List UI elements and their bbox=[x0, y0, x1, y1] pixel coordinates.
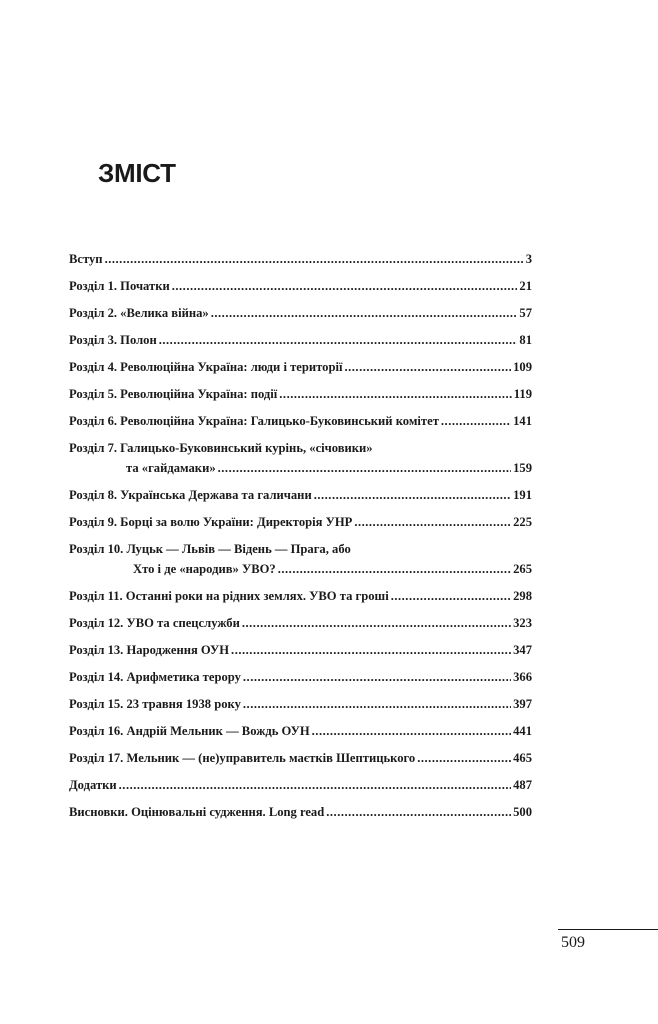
toc-entry-page: 441 bbox=[513, 724, 532, 738]
leader-dots bbox=[119, 777, 511, 793]
leader-dots bbox=[105, 251, 524, 267]
toc-entry-label: Розділ 10. Луцьк — Львів — Відень — Прага, або bbox=[69, 542, 351, 556]
toc-entry-chapter-17[interactable] bbox=[69, 750, 532, 777]
toc-entry-chapter-4[interactable] bbox=[69, 359, 532, 386]
toc-entry-label: Розділ 16. Андрій Мельник — Вождь ОУН bbox=[69, 724, 310, 738]
toc-entry-label: Розділ 11. Останні роки на рідних землях. УВО та гроші bbox=[69, 589, 389, 603]
toc-entry-label: Розділ 6. Революційна Україна: Галицько-Буковинський комітет bbox=[69, 414, 439, 428]
toc-entry-label: Розділ 9. Борці за волю України: Директорія УНР bbox=[69, 515, 353, 529]
page-number: 509 bbox=[561, 934, 585, 951]
toc-entry-page: 57 bbox=[519, 306, 532, 320]
toc-entry-page: 500 bbox=[513, 805, 532, 819]
leader-dots bbox=[314, 487, 511, 503]
toc-entry-page: 366 bbox=[513, 670, 532, 684]
leader-dots bbox=[417, 750, 511, 766]
leader-dots bbox=[172, 278, 518, 294]
leader-dots bbox=[344, 359, 511, 375]
leader-dots bbox=[354, 514, 511, 530]
toc-entry-chapter-12[interactable] bbox=[69, 615, 532, 642]
toc-entry-page: 119 bbox=[513, 387, 532, 401]
toc-entry-page: 347 bbox=[513, 643, 532, 657]
toc-entry-label: Висновки. Оцінювальні судження. Long read bbox=[69, 805, 325, 819]
leader-dots bbox=[211, 305, 518, 321]
toc-entry-label: Розділ 1. Початки bbox=[69, 279, 170, 293]
toc-entry-label: Розділ 2. «Велика війна» bbox=[69, 306, 209, 320]
leader-dots bbox=[243, 669, 511, 685]
toc-entry-appendices[interactable] bbox=[69, 777, 532, 804]
leader-dots bbox=[242, 615, 511, 631]
toc-entry-chapter-8[interactable] bbox=[69, 487, 532, 514]
toc-entry-page: 487 bbox=[513, 778, 532, 792]
toc-entry-conclusions[interactable] bbox=[69, 804, 532, 831]
leader-dots bbox=[441, 413, 511, 429]
toc-entry-chapter-14[interactable] bbox=[69, 669, 532, 696]
toc-entry-label: Додатки bbox=[69, 778, 117, 792]
toc-entry-label: Розділ 8. Українська Держава та галичани bbox=[69, 488, 312, 502]
toc-entry-chapter-7[interactable] bbox=[69, 440, 532, 487]
toc-entry-label: Розділ 7. Галицько-Буковинський курінь, «січовики» bbox=[69, 441, 373, 455]
toc-entry-label: Розділ 5. Революційна Україна: події bbox=[69, 387, 278, 401]
leader-dots bbox=[391, 588, 511, 604]
toc-entry-page: 465 bbox=[513, 751, 532, 765]
table-of-contents bbox=[69, 251, 532, 831]
toc-entry-label: Розділ 15. 23 травня 1938 року bbox=[69, 697, 241, 711]
leader-dots bbox=[231, 642, 511, 658]
toc-entry-page: 141 bbox=[513, 414, 532, 428]
leader-dots bbox=[159, 332, 518, 348]
toc-entry-chapter-10[interactable] bbox=[69, 541, 532, 588]
toc-entry-page: 397 bbox=[513, 697, 532, 711]
toc-entry-page: 159 bbox=[513, 461, 532, 475]
toc-entry-label: Розділ 13. Народження ОУН bbox=[69, 643, 230, 657]
toc-entry-label-continued: Хто і де «народив» УВО? bbox=[133, 562, 276, 576]
toc-entry-chapter-6[interactable] bbox=[69, 413, 532, 440]
toc-entry-page: 3 bbox=[525, 252, 532, 266]
footer-rule bbox=[558, 929, 658, 930]
toc-entry-page: 109 bbox=[513, 360, 532, 374]
leader-dots bbox=[312, 723, 511, 739]
toc-entry-intro[interactable] bbox=[69, 251, 532, 278]
toc-entry-page: 323 bbox=[513, 616, 532, 630]
toc-entry-chapter-9[interactable] bbox=[69, 514, 532, 541]
toc-entry-chapter-16[interactable] bbox=[69, 723, 532, 750]
leader-dots bbox=[326, 804, 511, 820]
toc-entry-chapter-3[interactable] bbox=[69, 332, 532, 359]
toc-entry-label: Розділ 12. УВО та спецслужби bbox=[69, 616, 240, 630]
toc-entry-chapter-2[interactable] bbox=[69, 305, 532, 332]
toc-entry-chapter-15[interactable] bbox=[69, 696, 532, 723]
leader-dots bbox=[243, 696, 511, 712]
toc-entry-label: Розділ 17. Мельник — (не)управитель маєтків Шептицького bbox=[69, 751, 416, 765]
toc-entry-page: 21 bbox=[519, 279, 532, 293]
toc-entry-chapter-13[interactable] bbox=[69, 642, 532, 669]
toc-entry-label: Розділ 3. Полон bbox=[69, 333, 157, 347]
leader-dots bbox=[279, 386, 512, 402]
toc-entry-page: 225 bbox=[513, 515, 532, 529]
toc-entry-page: 191 bbox=[513, 488, 532, 502]
toc-entry-page: 265 bbox=[513, 562, 532, 576]
toc-entry-label-continued: та «гайдамаки» bbox=[126, 461, 216, 475]
toc-entry-page: 81 bbox=[519, 333, 532, 347]
toc-entry-label: Вступ bbox=[69, 252, 103, 266]
toc-entry-label: Розділ 14. Арифметика терору bbox=[69, 670, 241, 684]
toc-entry-chapter-1[interactable] bbox=[69, 278, 532, 305]
toc-entry-chapter-5[interactable] bbox=[69, 386, 532, 413]
toc-entry-chapter-11[interactable] bbox=[69, 588, 532, 615]
toc-entry-label: Розділ 4. Революційна Україна: люди і території bbox=[69, 360, 343, 374]
leader-dots bbox=[218, 460, 511, 476]
toc-title: ЗМІСТ bbox=[98, 158, 176, 188]
toc-entry-page: 298 bbox=[513, 589, 532, 603]
leader-dots bbox=[278, 561, 511, 577]
